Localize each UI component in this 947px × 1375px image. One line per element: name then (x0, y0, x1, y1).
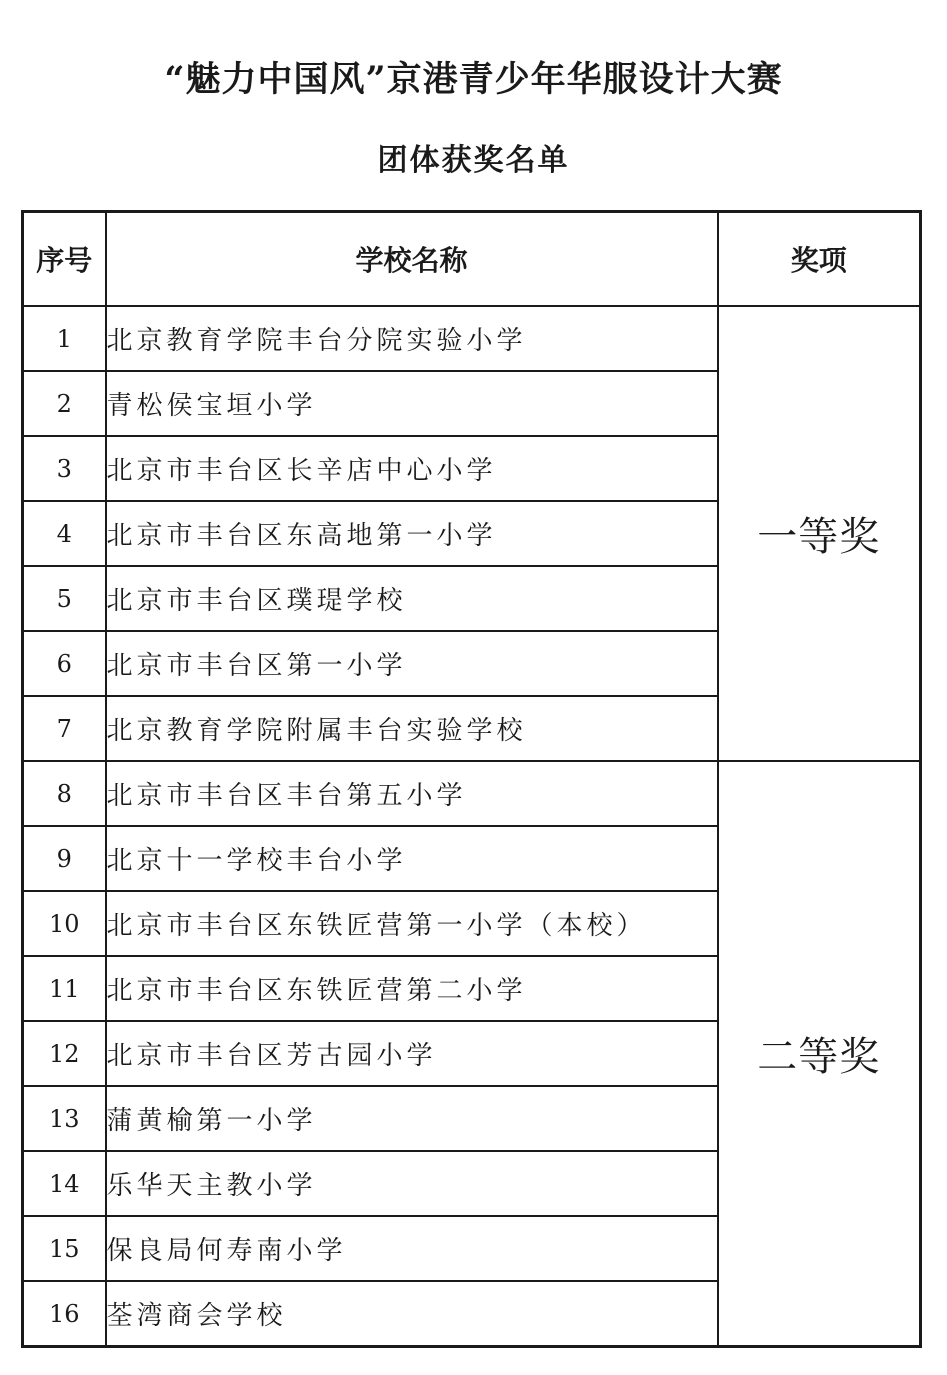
header-no: 序号 (23, 212, 106, 307)
page-title: “魅力中国风”京港青少年华服设计大赛 (164, 59, 783, 100)
header-award: 奖项 (718, 212, 921, 307)
table-header-row (23, 212, 921, 307)
page-subtitle: 团体获奖名单 (377, 143, 570, 178)
award-table (21, 210, 922, 1348)
row-number: 14 (23, 1151, 106, 1216)
school-name: 保良局何寿南小学 (106, 1216, 718, 1281)
school-name: 荃湾商会学校 (106, 1281, 718, 1347)
school-name: 北京市丰台区东高地第一小学 (106, 501, 718, 566)
row-number: 4 (23, 501, 106, 566)
row-number: 2 (23, 371, 106, 436)
school-name: 北京市丰台区第一小学 (106, 631, 718, 696)
table-row (23, 306, 921, 371)
award-first-prize: 一等奖 (718, 306, 921, 761)
row-number: 15 (23, 1216, 106, 1281)
row-number: 1 (23, 306, 106, 371)
table-row (23, 761, 921, 826)
row-number: 5 (23, 566, 106, 631)
school-name: 北京教育学院附属丰台实验学校 (106, 696, 718, 761)
award-second-prize: 二等奖 (718, 761, 921, 1347)
header-school: 学校名称 (106, 212, 718, 307)
row-number: 9 (23, 826, 106, 891)
row-number: 13 (23, 1086, 106, 1151)
school-name: 北京市丰台区丰台第五小学 (106, 761, 718, 826)
school-name: 青松侯宝垣小学 (106, 371, 718, 436)
row-number: 11 (23, 956, 106, 1021)
row-number: 6 (23, 631, 106, 696)
row-number: 8 (23, 761, 106, 826)
row-number: 7 (23, 696, 106, 761)
row-number: 16 (23, 1281, 106, 1347)
school-name: 北京教育学院丰台分院实验小学 (106, 306, 718, 371)
school-name: 北京市丰台区璞瑅学校 (106, 566, 718, 631)
row-number: 12 (23, 1021, 106, 1086)
row-number: 10 (23, 891, 106, 956)
school-name: 北京市丰台区东铁匠营第一小学（本校） (106, 891, 718, 956)
school-name: 北京十一学校丰台小学 (106, 826, 718, 891)
school-name: 蒲黄榆第一小学 (106, 1086, 718, 1151)
row-number: 3 (23, 436, 106, 501)
school-name: 北京市丰台区东铁匠营第二小学 (106, 956, 718, 1021)
school-name: 乐华天主教小学 (106, 1151, 718, 1216)
school-name: 北京市丰台区芳古园小学 (106, 1021, 718, 1086)
school-name: 北京市丰台区长辛店中心小学 (106, 436, 718, 501)
